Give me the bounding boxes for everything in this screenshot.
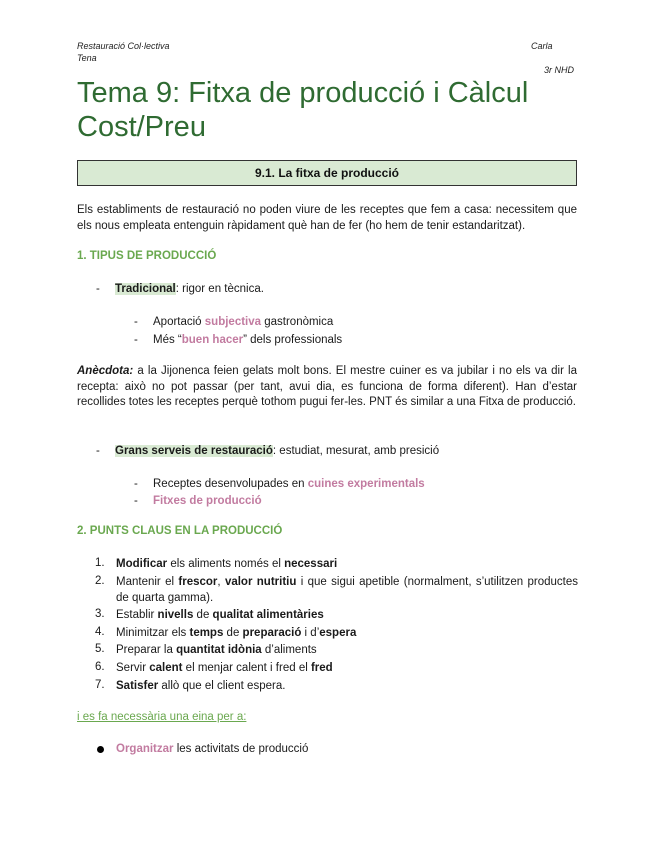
header-author: Carla — [531, 41, 553, 51]
list-number: 2. — [95, 575, 105, 587]
item-text: , — [217, 576, 225, 588]
header-course-cont: Tena — [77, 53, 97, 63]
bullet-dot-icon — [97, 746, 104, 753]
list-item — [116, 679, 578, 695]
list-item — [116, 626, 578, 642]
bold-term: quantitat idònia — [176, 644, 262, 656]
title-line-1: Tema 9: Fitxa de producció i Càlcul — [77, 77, 529, 109]
bold-term: calent — [149, 662, 183, 674]
item-text: i que sigui apetible (normalment, s’utilitzen productes de quarta gamma). — [116, 576, 579, 604]
bold-term: preparació — [242, 627, 302, 639]
highlight-fitxes: Fitxes de producció — [153, 495, 262, 507]
anecdota-paragraph — [77, 364, 577, 411]
sub-text: ” dels professionals — [243, 334, 343, 346]
highlight-cuines: cuines experimentals — [307, 478, 425, 490]
sub-item-cuines — [134, 477, 425, 492]
item-text: allò que el client espera. — [158, 680, 286, 692]
item-text: Establir — [116, 609, 158, 621]
list-item — [116, 557, 578, 573]
dash: - — [134, 478, 138, 490]
dash: - — [134, 334, 138, 346]
bold-term: temps — [189, 627, 224, 639]
list-item — [116, 575, 578, 606]
item-text: Mantenir el — [116, 576, 179, 588]
bold-term: qualitat alimentàries — [212, 609, 324, 621]
bold-term: valor nutritiu — [224, 576, 297, 588]
grans-serveis-text: : estudiat, mesurat, amb presició — [272, 445, 440, 457]
bold-term: frescor — [178, 576, 218, 588]
highlight-buen-hacer: buen hacer — [181, 334, 244, 346]
list-item-grans-serveis — [96, 444, 440, 459]
item-text: de — [223, 627, 243, 639]
bold-term: espera — [319, 627, 357, 639]
bullet-text: les activitats de producció — [173, 743, 309, 755]
anecdota-label: Anècdota: — [77, 365, 134, 377]
list-item — [116, 661, 578, 677]
section-heading: 9.1. La fitxa de producció — [77, 160, 577, 186]
sub-item-subjectiva — [134, 315, 334, 330]
tradicional-text: : rigor en tècnica. — [175, 283, 264, 295]
header-course: Restauració Col·lectiva — [77, 41, 170, 51]
eina-link[interactable]: i es fa necessària una eina per a: — [77, 711, 247, 723]
bullet-item-organitzar — [116, 742, 308, 757]
dash: - — [134, 316, 138, 328]
sub-item-fitxes — [134, 494, 262, 509]
item-text: Minimitzar els — [116, 627, 190, 639]
heading-punts-claus: 2. PUNTS CLAUS EN LA PRODUCCIÓ — [77, 525, 283, 537]
list-number: 1. — [95, 557, 105, 569]
sub-text: Receptes desenvolupades en — [153, 478, 308, 490]
sub-text: Aportació — [153, 316, 205, 328]
dash: - — [134, 495, 138, 507]
heading-tipus-produccio: 1. TIPUS DE PRODUCCIÓ — [77, 250, 217, 262]
bold-term: fred — [310, 662, 333, 674]
bold-term: nivells — [157, 609, 194, 621]
list-number: 5. — [95, 643, 105, 655]
sub-item-buen-hacer — [134, 333, 343, 348]
list-number: 3. — [95, 608, 105, 620]
list-number: 4. — [95, 626, 105, 638]
anecdota-text: a la Jijonenca feien gelats molt bons. El mestre cuiner es va jubilar i no els va dir la recepta: això no pot passar (per tant, avui dia, es funciona de forma diferent). Han d’estar recollides totes les receptes perquè tothom pugui fer-les. PNT és similar a una Fitxa de producció. — [77, 365, 577, 408]
item-text: i d’ — [301, 627, 320, 639]
tradicional-label: Tradicional — [115, 283, 176, 295]
title-line-2: Cost/Preu — [77, 111, 206, 143]
bold-term: Modificar — [116, 558, 168, 570]
item-text: Servir — [116, 662, 150, 674]
sub-text: Més “ — [153, 334, 182, 346]
page-title — [77, 76, 597, 144]
header-left — [77, 40, 170, 64]
list-item — [116, 608, 578, 624]
item-text: els aliments només el — [167, 558, 285, 570]
item-text: de — [193, 609, 213, 621]
list-item-tradicional — [96, 282, 264, 297]
header-level: 3r NHD — [544, 65, 575, 75]
item-text: el menjar calent i fred el — [182, 662, 311, 674]
bold-term: Satisfer — [116, 680, 159, 692]
list-number: 6. — [95, 661, 105, 673]
bold-term: necessari — [284, 558, 338, 570]
item-text: d’aliments — [261, 644, 317, 656]
grans-serveis-label: Grans serveis de restauració — [115, 445, 273, 457]
highlight-subjectiva: subjectiva — [204, 316, 262, 328]
list-number: 7. — [95, 679, 105, 691]
intro-paragraph: Els establiments de restauració no poden viure de les receptes que fem a casa: necessitem que els nous empleata entenguin ràpidament què han de fer (ho hem de tenir estandaritzat). — [77, 204, 577, 232]
list-item — [116, 643, 578, 659]
dash: - — [96, 445, 100, 457]
item-text: Preparar la — [116, 644, 177, 656]
highlight-organitzar: Organitzar — [116, 743, 174, 755]
sub-text: gastronòmica — [261, 316, 334, 328]
dash: - — [96, 283, 100, 295]
